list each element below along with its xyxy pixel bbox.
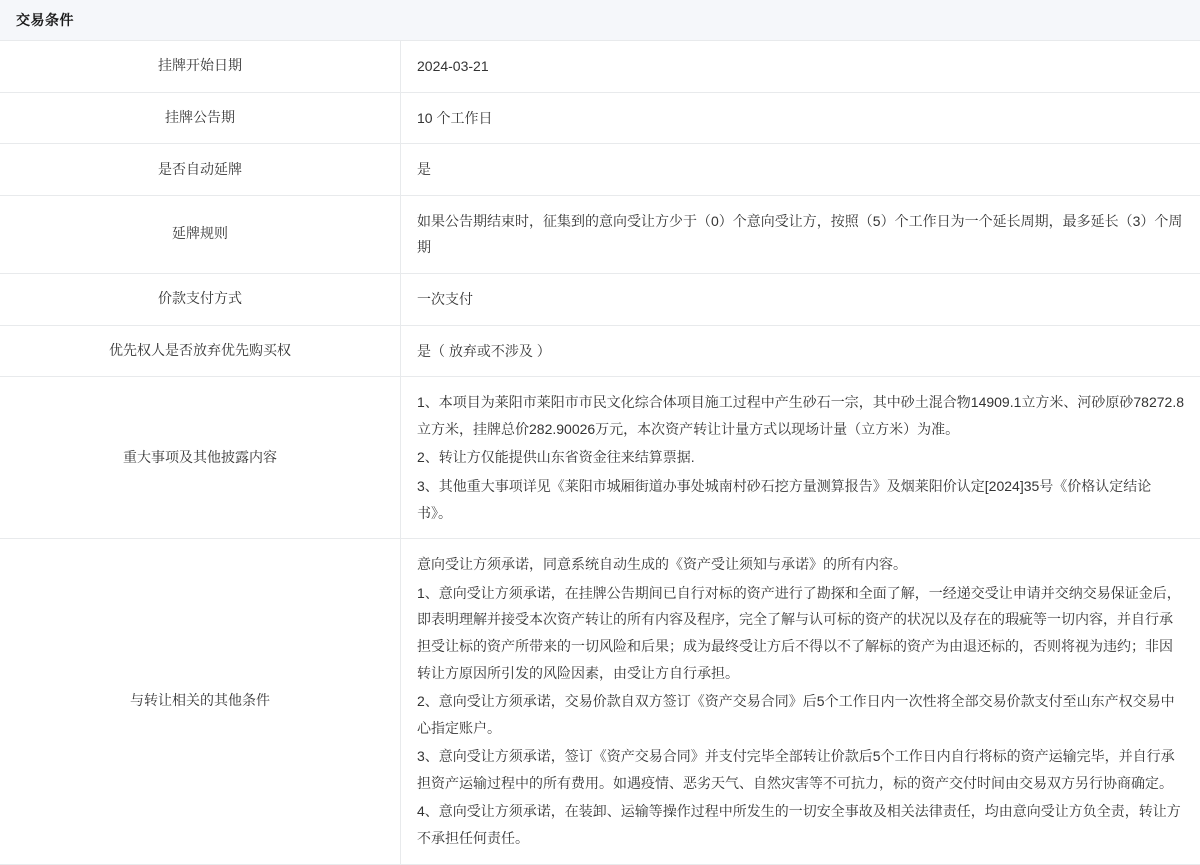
row-value: 是	[401, 144, 1200, 196]
table-row	[0, 195, 1200, 273]
row-paragraph: 2、意向受让方须承诺，交易价款自双方签订《资产交易合同》后5个工作日内一次性将全部交易价款支付至山东产权交易中心指定账户。	[417, 688, 1184, 741]
row-paragraph: 意向受让方须承诺，同意系统自动生成的《资产受让须知与承诺》的所有内容。	[417, 551, 1184, 578]
table-body	[0, 41, 1200, 864]
table-row	[0, 41, 1200, 92]
row-label: 延牌规则	[0, 195, 401, 273]
row-label: 与转让相关的其他条件	[0, 539, 401, 865]
row-paragraph: 1、本项目为莱阳市莱阳市市民文化综合体项目施工过程中产生砂石一宗，其中砂土混合物14909.1立方米、河砂原砂78272.8立方米，挂牌总价282.90026万元，本次资产转让计量方式以现场计量（立方米）为准。	[417, 389, 1184, 442]
row-label: 挂牌开始日期	[0, 41, 401, 92]
table-row	[0, 144, 1200, 196]
row-label: 挂牌公告期	[0, 92, 401, 144]
table-row	[0, 539, 1200, 865]
row-paragraph: 3、意向受让方须承诺，签订《资产交易合同》并支付完毕全部转让价款后5个工作日内自行将标的资产运输完毕，并自行承担资产运输过程中的所有费用。如遇疫情、恶劣天气、自然灾害等不可抗力，标的资产交付时间由交易双方另行协商确定。	[417, 743, 1184, 796]
table-row	[0, 273, 1200, 325]
row-paragraph: 2、转让方仅能提供山东省资金往来结算票据.	[417, 444, 1184, 471]
row-label: 是否自动延牌	[0, 144, 401, 196]
trade-conditions-table	[0, 41, 1200, 865]
row-value: 一次支付	[401, 273, 1200, 325]
table-row	[0, 92, 1200, 144]
row-value: 如果公告期结束时，征集到的意向受让方少于（0）个意向受让方，按照（5）个工作日为一个延长周期，最多延长（3）个周期	[401, 195, 1200, 273]
table-row	[0, 377, 1200, 539]
row-value	[401, 539, 1200, 865]
section-title: 交易条件	[0, 0, 1200, 41]
row-paragraph: 3、其他重大事项详见《莱阳市城厢街道办事处城南村砂石挖方量测算报告》及烟莱阳价认定[2024]35号《价格认定结论书》。	[417, 473, 1184, 526]
row-value: 10 个工作日	[401, 92, 1200, 144]
row-value: 是（ 放弃或不涉及 ）	[401, 325, 1200, 377]
row-label: 价款支付方式	[0, 273, 401, 325]
row-label: 优先权人是否放弃优先购买权	[0, 325, 401, 377]
row-value: 2024-03-21	[401, 41, 1200, 92]
table-row	[0, 325, 1200, 377]
row-value	[401, 377, 1200, 539]
row-label: 重大事项及其他披露内容	[0, 377, 401, 539]
row-paragraph: 1、意向受让方须承诺，在挂牌公告期间已自行对标的资产进行了勘探和全面了解，一经递交受让申请并交纳交易保证金后，即表明理解并接受本次资产转让的所有内容及程序，完全了解与认可标的资产的状况以及存在的瑕疵等一切内容，并自行承担受让标的资产所带来的一切风险和后果；成为最终受让方后不得以不了解标的资产为由退还标的，否则将视为违约；非因转让方原因所引发的风险因素，由受让方自行承担。	[417, 580, 1184, 686]
row-paragraph: 4、意向受让方须承诺，在装卸、运输等操作过程中所发生的一切安全事故及相关法律责任，均由意向受让方负全责，转让方不承担任何责任。	[417, 798, 1184, 851]
